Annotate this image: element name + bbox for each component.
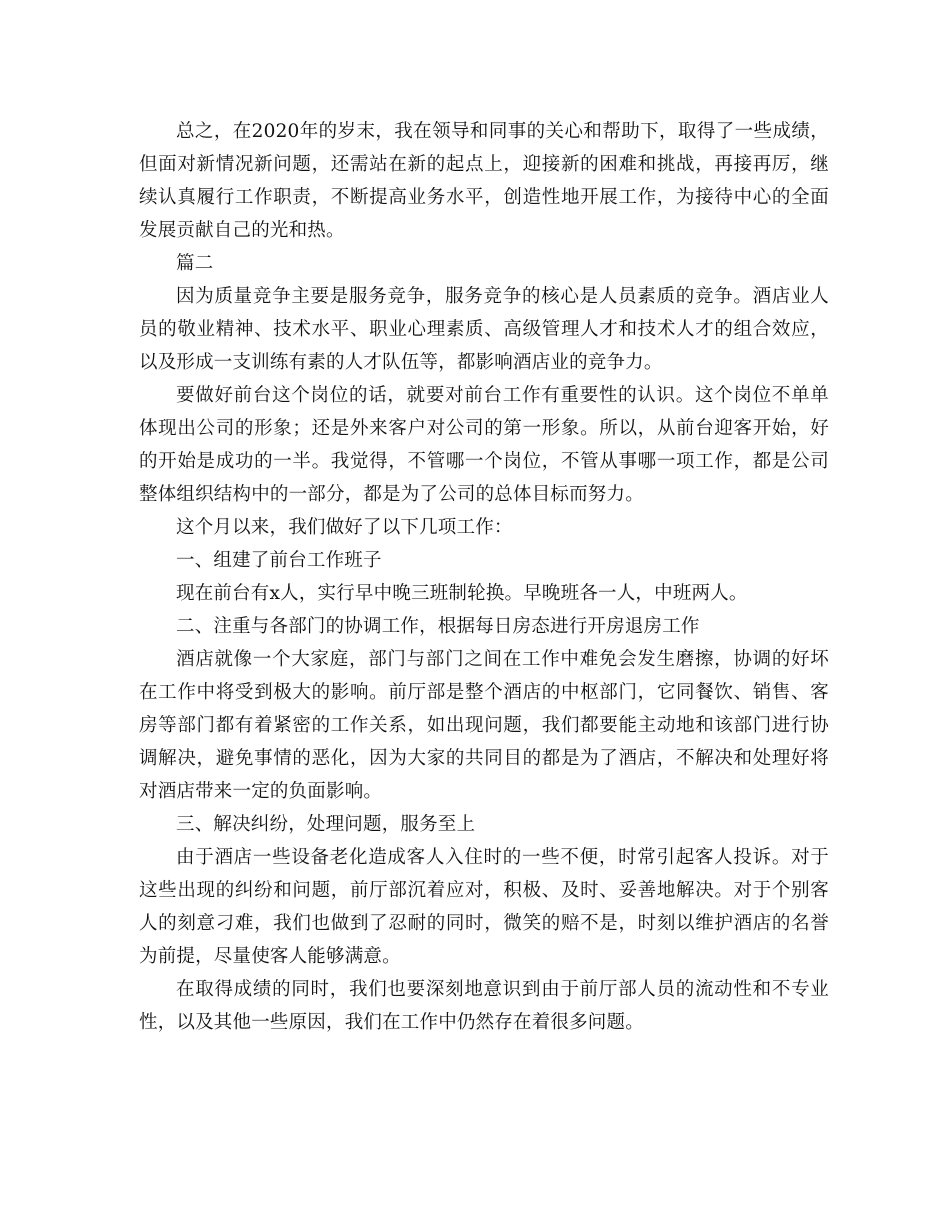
document-body	[139, 115, 829, 1039]
heading-item-two: 二、注重与各部门的协调工作，根据每日房态进行开房退房工作	[176, 616, 700, 637]
paragraph-summary: 总之，在2020年的岁末，我在领导和同事的关心和帮助下，取得了一些成绩，但面对新情况新问题，还需站在新的起点上，迎接新的困难和挑战，再接再厉，继续认真履行工作职责，不断提高业务水平，创造性地开展工作，为接待中心的全面发展贡献自己的光和热。	[139, 121, 829, 241]
paragraph-monthly-work-intro: 这个月以来，我们做好了以下几项工作：	[176, 517, 513, 538]
heading-item-one: 一、组建了前台工作班子	[176, 550, 382, 571]
paragraph-coordination: 酒店就像一个大家庭，部门与部门之间在工作中难免会发生磨擦，协调的好坏在工作中将受到极大的影响。前厅部是整个酒店的中枢部门，它同餐饮、销售、客房等部门都有着紧密的工作关系，如出现问题，我们都要能主动地和该部门进行协调解决，避免事情的恶化，因为大家的共同目的都是为了酒店，不解决和处理好将对酒店带来一定的负面影响。	[139, 649, 829, 802]
paragraph-quality-competition: 因为质量竞争主要是服务竞争，服务竞争的核心是人员素质的竞争。酒店业人员的敬业精神、技术水平、职业心理素质、高级管理人才和技术人才的组合效应，以及形成一支训练有素的人才队伍等，都影响酒店业的竞争力。	[139, 286, 829, 373]
paragraph-staffing: 现在前台有x人，实行早中晚三班制轮换。早晚班各一人，中班两人。	[176, 583, 748, 604]
section-heading-part-two: 篇二	[176, 253, 214, 274]
paragraph-problems: 在取得成绩的同时，我们也要深刻地意识到由于前厅部人员的流动性和不专业性，以及其他一些原因，我们在工作中仍然存在着很多问题。	[139, 979, 829, 1033]
paragraph-front-desk-role: 要做好前台这个岗位的话，就要对前台工作有重要性的认识。这个岗位不单单体现出公司的形象；还是外来客户对公司的第一形象。所以，从前台迎客开始，好的开始是成功的一半。我觉得，不管哪一个岗位，不管从事哪一项工作，都是公司整体组织结构中的一部分，都是为了公司的总体目标而努力。	[139, 385, 829, 505]
heading-item-three: 三、解决纠纷，处理问题，服务至上	[176, 814, 476, 835]
paragraph-dispute-handling: 由于酒店一些设备老化造成客人入住时的一些不便，时常引起客人投诉。对于这些出现的纠纷和问题，前厅部沉着应对，积极、及时、妥善地解决。对于个别客人的刻意刁难，我们也做到了忍耐的同时，微笑的赔不是，时刻以维护酒店的名誉为前提，尽量使客人能够满意。	[139, 847, 829, 967]
